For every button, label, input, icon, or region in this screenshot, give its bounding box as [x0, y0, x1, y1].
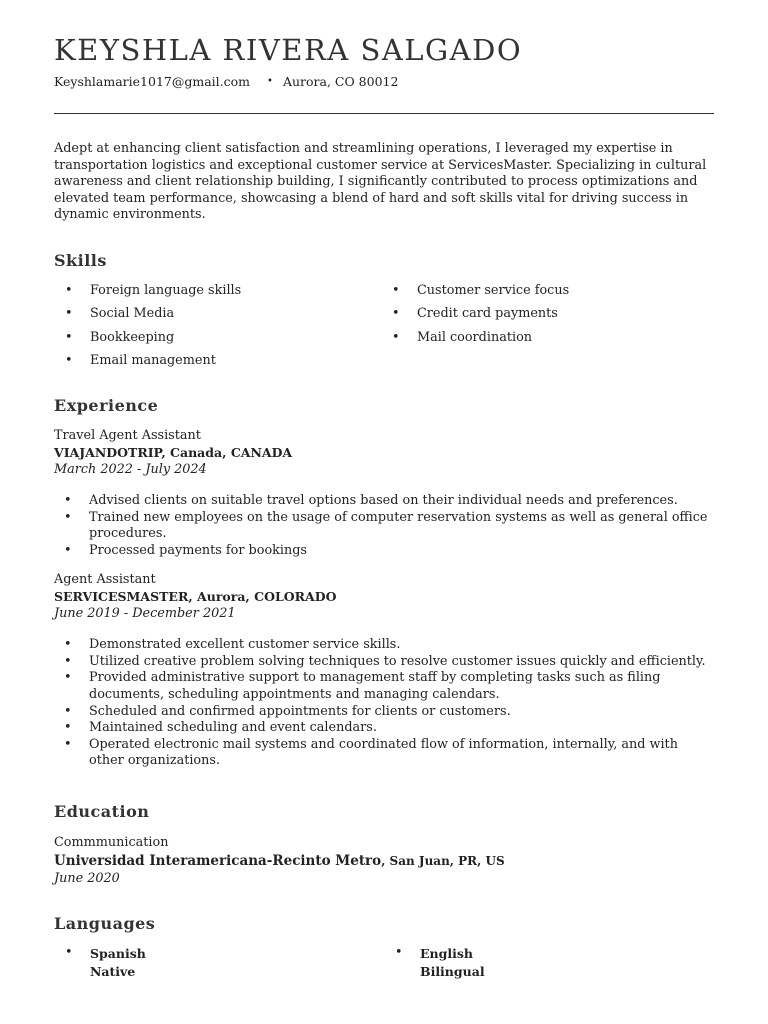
contact-line — [54, 73, 714, 91]
job-bullet: • Operated electronic mail systems and coordinated flow of information, internally, and with other organizations. — [54, 737, 714, 770]
job-bullet: • Trained new employees on the usage of computer reservation systems as well as general office procedures. — [54, 510, 714, 543]
job-bullet: • Provided administrative support to management staff by completing tasks such as filing documents, scheduling appointments and managing calendars. — [54, 670, 714, 703]
job-bullet: • Maintained scheduling and event calendars. — [54, 720, 714, 737]
job-bullet: • Utilized creative problem solving techniques to resolve customer issues quickly and efficiently. — [54, 654, 714, 671]
job-dates: June 2019 - December 2021 — [54, 606, 236, 622]
job-entry — [54, 572, 714, 770]
location-text: Aurora, CO 80012 — [282, 74, 399, 89]
skills-column-right — [381, 279, 708, 373]
skills-column-left — [54, 279, 381, 373]
language-name: • English — [420, 945, 473, 961]
separator-dot: • — [267, 76, 273, 87]
job-bullets — [54, 493, 714, 559]
school-line — [54, 852, 714, 870]
email-text: Keyshlamarie1017@gmail.com — [54, 74, 251, 89]
skill-item: • Credit card payments — [381, 302, 708, 325]
education-entry — [54, 835, 714, 887]
language-item — [54, 945, 384, 981]
professional-summary: Adept at enhancing client satisfaction and streamlining operations, I leveraged my expertise in transportation logistics and exceptional customer service at ServicesMaster. Specializing in cultural awareness and client relationship building, I significantly contributed to process optimizations and elevated team performance, showcasing a blend of hard and soft skills vital for driving success in dynamic environments. — [54, 141, 707, 223]
resume-page — [54, 30, 714, 981]
education-heading: Education — [54, 801, 150, 821]
skills-list — [54, 279, 714, 373]
skill-item: • Customer service focus — [381, 279, 708, 302]
skill-item: • Email management — [54, 349, 381, 372]
job-company: SERVICESMASTER, Aurora, COLORADO — [54, 589, 337, 605]
graduation-date: June 2020 — [54, 870, 120, 886]
school-location: , San Juan, PR, US — [381, 853, 505, 868]
skill-item: • Foreign language skills — [54, 279, 381, 302]
school-name: Universidad Interamericana-Recinto Metro — [54, 852, 382, 869]
job-entry — [54, 428, 714, 560]
job-bullet: • Demonstrated excellent customer service skills. — [54, 637, 714, 654]
skill-item: • Mail coordination — [381, 326, 708, 349]
language-name: • Spanish — [90, 945, 146, 961]
experience-heading: Experience — [54, 395, 159, 415]
job-title: Agent Assistant — [54, 571, 156, 587]
job-company: VIAJANDOTRIP, Canada, CANADA — [54, 445, 293, 461]
job-bullet: • Advised clients on suitable travel options based on their individual needs and preferences. — [54, 493, 714, 510]
skills-heading: Skills — [54, 250, 107, 270]
job-bullet: • Scheduled and confirmed appointments for clients or customers. — [54, 704, 714, 721]
languages-heading: Languages — [54, 913, 156, 933]
job-title: Travel Agent Assistant — [54, 427, 201, 443]
job-bullets — [54, 637, 714, 770]
language-level: Bilingual — [420, 963, 485, 979]
degree-field: Commmunication — [54, 834, 169, 850]
languages-list — [54, 945, 714, 981]
skill-item: • Social Media — [54, 302, 381, 325]
language-item — [384, 945, 714, 981]
job-dates: March 2022 - July 2024 — [54, 462, 207, 478]
skill-item: • Bookkeeping — [54, 326, 381, 349]
candidate-name: KEYSHLA RIVERA SALGADO — [54, 33, 523, 67]
job-bullet: • Processed payments for bookings — [54, 543, 714, 560]
header-divider — [54, 113, 714, 114]
language-level: Native — [90, 963, 136, 979]
